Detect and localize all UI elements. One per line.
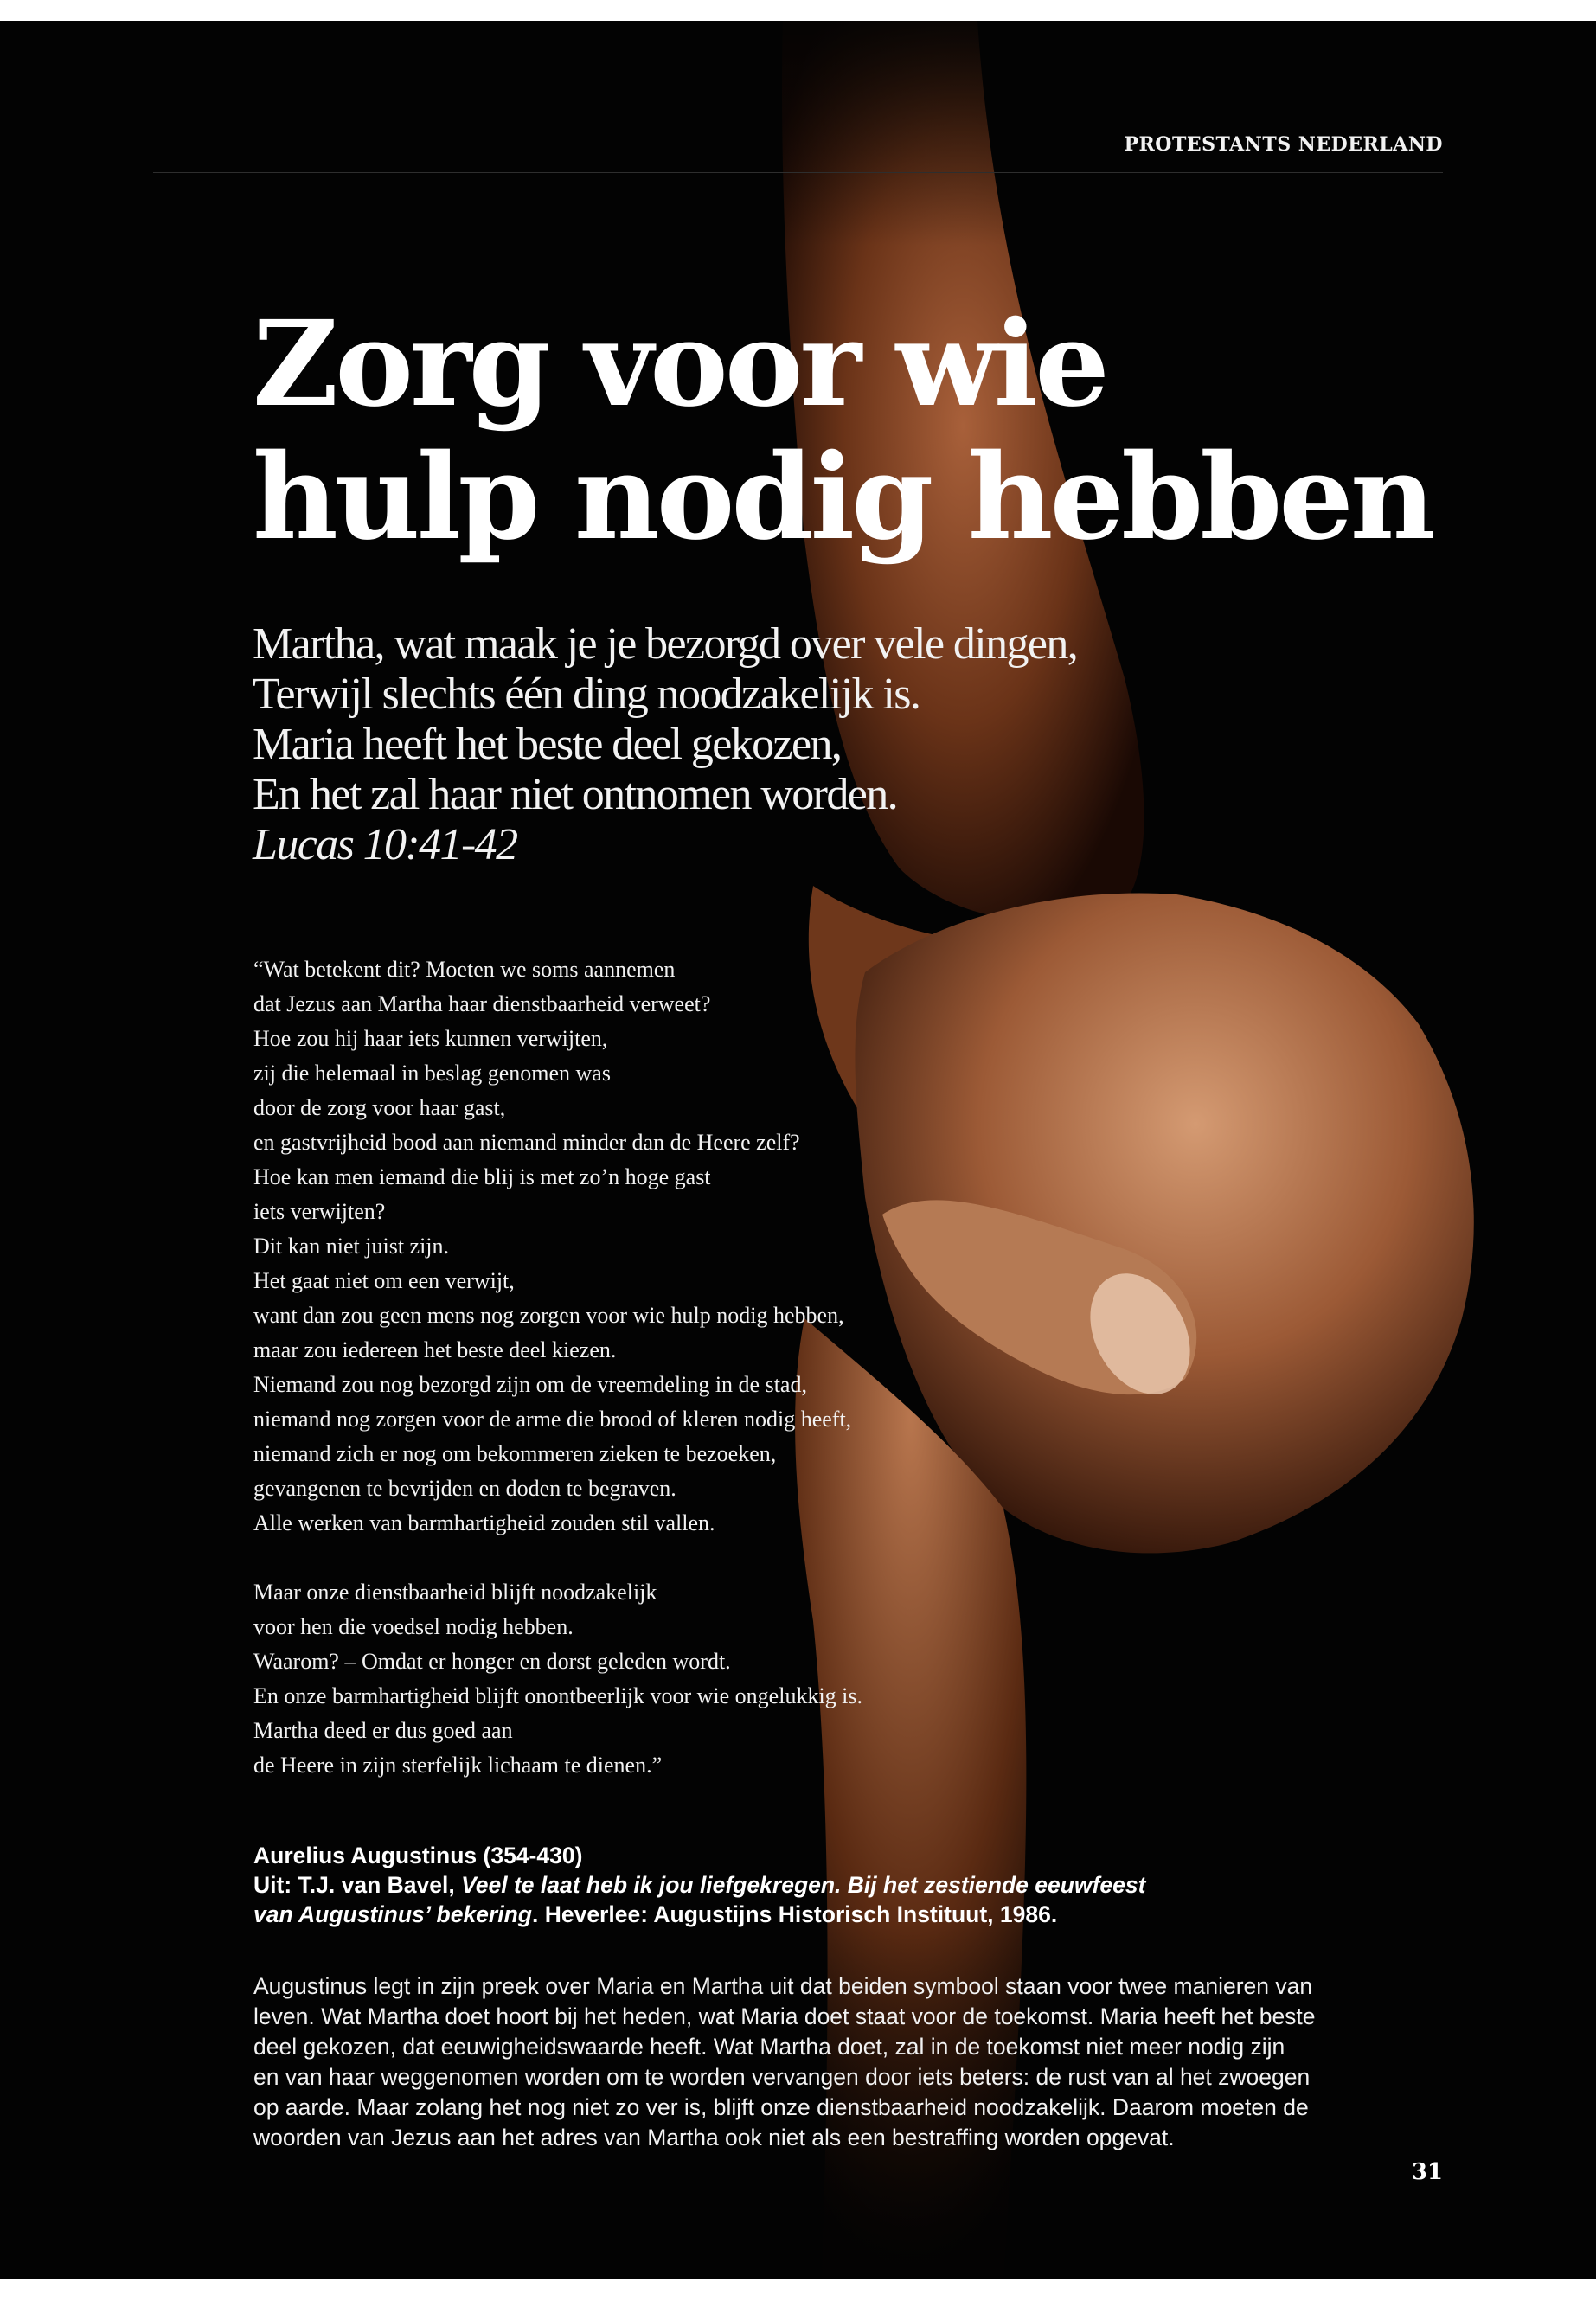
verse-line: Martha, wat maak je je bezorgd over vele dingen,	[253, 619, 1078, 669]
quote-line: dat Jezus aan Martha haar dienstbaarheid verweet?	[253, 991, 711, 1016]
quote-attribution	[253, 1841, 1335, 1929]
quote-line: Waarom? – Omdat er honger en dorst geleden wordt.	[253, 1649, 731, 1674]
header-divider	[153, 172, 1443, 173]
verse-line: En het zal haar niet ontnomen worden.	[253, 770, 898, 819]
attribution-source	[253, 1870, 1335, 1900]
verse-line: Maria heeft het beste deel gekozen,	[253, 720, 842, 769]
augustine-quote	[253, 952, 1292, 1783]
commentary-line: woorden van Jezus aan het adres van Martha ook niet als een bestraffing worden opgevat.	[253, 2125, 1175, 2150]
attribution-author: Aurelius Augustinus (354-430)	[253, 1843, 583, 1868]
quote-line: Martha deed er dus goed aan	[253, 1718, 513, 1743]
stanza-break	[253, 1541, 1292, 1575]
quote-line: Niemand zou nog bezorgd zijn om de vreemdeling in de stad,	[253, 1372, 807, 1397]
quote-line: voor hen die voedsel nodig hebben.	[253, 1614, 574, 1639]
commentary-line: deel gekozen, dat eeuwigheidswaarde heeft. Wat Martha doet, zal in de toekomst niet meer nodig zijn	[253, 2034, 1285, 2060]
commentary-line: Augustinus legt in zijn preek over Maria en Martha uit dat beiden symbool staan voor twee manieren van	[253, 1973, 1313, 1999]
verse-line: Terwijl slechts één ding noodzakelijk is.	[253, 670, 920, 719]
commentary-line: op aarde. Maar zolang het nog niet zo ver is, blijft onze dienstbaarheid noodzakelijk. Daarom moeten de	[253, 2094, 1309, 2120]
commentary-paragraph	[253, 1971, 1439, 2153]
quote-line: gevangenen te bevrijden en doden te begraven.	[253, 1476, 676, 1501]
quote-line: niemand nog zorgen voor de arme die brood of kleren nodig heeft,	[253, 1407, 852, 1432]
quote-line: door de zorg voor haar gast,	[253, 1095, 506, 1120]
quote-line: niemand zich er nog om bekommeren zieken te bezoeken,	[253, 1441, 777, 1466]
quote-line: Hoe zou hij haar iets kunnen verwijten,	[253, 1026, 608, 1051]
source-suffix: . Heverlee: Augustijns Historisch Instituut, 1986.	[531, 1901, 1058, 1927]
quote-line: maar zou iedereen het beste deel kiezen.	[253, 1337, 617, 1362]
quote-line: want dan zou geen mens nog zorgen voor wie hulp nodig hebben,	[253, 1303, 844, 1328]
quote-line: “Wat betekent dit? Moeten we soms aannemen	[253, 957, 676, 982]
verse-reference: Lucas 10:41-42	[253, 820, 517, 869]
quote-line: Maar onze dienstbaarheid blijft noodzakelijk	[253, 1580, 657, 1605]
article-title	[253, 295, 1464, 567]
title-line: hulp nodig hebben	[253, 428, 1433, 567]
source-title: Veel te laat heb ik jou liefgekregen. Bij het zestiende eeuwfeest	[461, 1872, 1146, 1898]
source-title: van Augustinus’ bekering	[253, 1901, 532, 1927]
quote-line: de Heere in zijn sterfelijk lichaam te dienen.”	[253, 1753, 663, 1778]
magazine-masthead: PROTESTANTS NEDERLAND	[1124, 133, 1443, 156]
source-prefix: Uit: T.J. van Bavel,	[253, 1872, 462, 1898]
page-number: 31	[1411, 2159, 1443, 2185]
quote-line: Het gaat niet om een verwijt,	[253, 1268, 515, 1293]
bible-verse	[253, 619, 1291, 870]
quote-line: Alle werken van barmhartigheid zouden stil vallen.	[253, 1510, 715, 1535]
commentary-line: en van haar weggenomen worden om te worden vervangen door iets beters: de rust van al het zwoegen	[253, 2064, 1311, 2090]
title-line: Zorg voor wie	[253, 295, 1106, 433]
attribution-source	[253, 1900, 1335, 1929]
black-photo-panel	[0, 21, 1596, 2279]
quote-line: Hoe kan men iemand die blij is met zo’n hoge gast	[253, 1164, 711, 1189]
quote-line: iets verwijten?	[253, 1199, 386, 1224]
quote-line: en gastvrijheid bood aan niemand minder dan de Heere zelf?	[253, 1130, 800, 1155]
quote-line: zij die helemaal in beslag genomen was	[253, 1061, 611, 1086]
commentary-line: leven. Wat Martha doet hoort bij het heden, wat Maria doet staat voor de toekomst. Maria heeft het beste	[253, 2003, 1316, 2029]
quote-line: Dit kan niet juist zijn.	[253, 1234, 450, 1259]
quote-line: En onze barmhartigheid blijft onontbeerlijk voor wie ongelukkig is.	[253, 1683, 863, 1708]
